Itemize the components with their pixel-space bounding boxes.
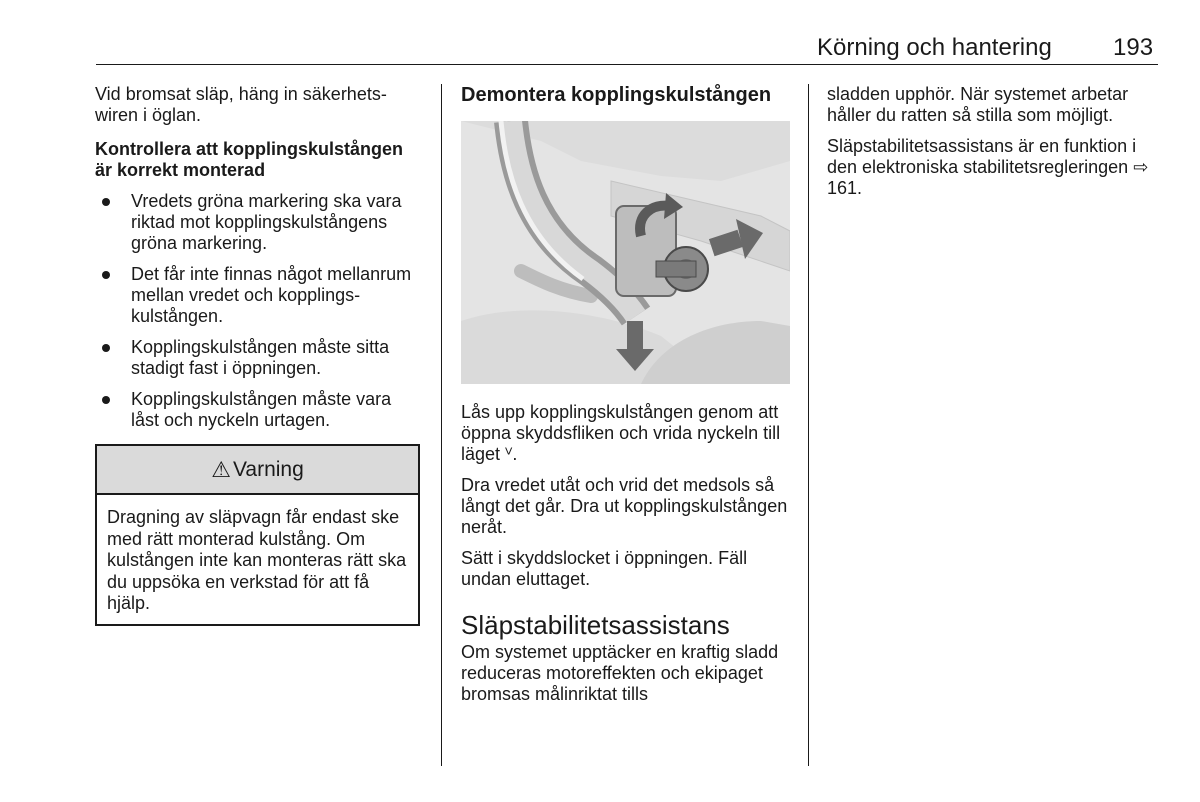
list-item: Vredets gröna markering ska vara riktad mot kopplingskulstångens gröna markering. bbox=[95, 191, 423, 254]
bullet-icon bbox=[102, 396, 110, 404]
column-2-text bbox=[461, 402, 791, 715]
intro-paragraph: Vid bromsat släp, häng in säkerhetswiren i öglan. bbox=[95, 84, 387, 125]
page-number: 193 bbox=[1113, 34, 1154, 61]
pull-knob-paragraph: Dra vredet utåt och vrid det medsols så långt det går. Dra ut kopplingskulstången neråt. bbox=[461, 475, 788, 537]
list-item: Kopplingskulstången måste vara låst och nyckeln urtagen. bbox=[95, 389, 423, 431]
list-item: Det får inte finnas något mellanrum mellan vredet och kopplingskulstången. bbox=[95, 264, 423, 327]
section-title: Släpstabilitetsassistans bbox=[461, 610, 730, 640]
warning-title: Varning bbox=[232, 457, 304, 481]
unlock-key-icon: ⱽ bbox=[505, 445, 513, 464]
bullet-icon bbox=[102, 344, 110, 352]
cover-paragraph: Sätt i skyddslocket i öppningen. Fäll undan eluttaget. bbox=[461, 548, 748, 589]
list-item: Kopplingskulstången måste sitta stadigt fast i öppningen. bbox=[95, 337, 423, 379]
page-reference-arrow-icon: ⇨ bbox=[1133, 157, 1149, 177]
section-heading: Demontera kopplingskulstången bbox=[461, 84, 772, 106]
check-list bbox=[95, 191, 423, 431]
column-divider-2 bbox=[808, 84, 809, 766]
warning-box bbox=[95, 444, 420, 626]
stability-paragraph: Om systemet upptäcker en kraftig sladd reduceras motoreffekten och ekipaget bromsas målinriktat tills bbox=[461, 642, 779, 704]
tow-bar-illustration bbox=[461, 121, 790, 384]
reference-paragraph: Släpstabilitetsassistans är en funktion i den elektroniska stabilitetsregleringen ⇨ 161. bbox=[827, 136, 1149, 198]
bullet-icon bbox=[102, 271, 110, 279]
header-rule bbox=[96, 64, 1158, 65]
column-3 bbox=[827, 84, 1153, 209]
tow-bar-drawing bbox=[461, 121, 790, 384]
column-divider-1 bbox=[441, 84, 442, 766]
warning-header bbox=[97, 446, 418, 495]
column-1 bbox=[95, 84, 423, 441]
warning-triangle-icon: ⚠ bbox=[211, 456, 231, 482]
unlock-paragraph: Lås upp kopplingskulstången genom att öppna skyddsfliken och vrida nyckeln till läget ⱽ. bbox=[461, 402, 781, 464]
bullet-icon bbox=[102, 198, 110, 206]
check-heading: Kontrollera att kopplingskulstången är korrekt monterad bbox=[95, 139, 404, 180]
running-title: Körning och hantering bbox=[817, 34, 1052, 61]
page-reference[interactable]: 161 bbox=[827, 178, 858, 198]
warning-text: Dragning av släpvagn får endast ske med rätt monterad kulstång. Om kulstången inte kan monteras rätt ska du uppsöka en verkstad för att få hjälp. bbox=[107, 507, 407, 613]
continuation-paragraph: sladden upphör. När systemet arbetar håller du ratten så stilla som möjligt. bbox=[827, 84, 1129, 125]
